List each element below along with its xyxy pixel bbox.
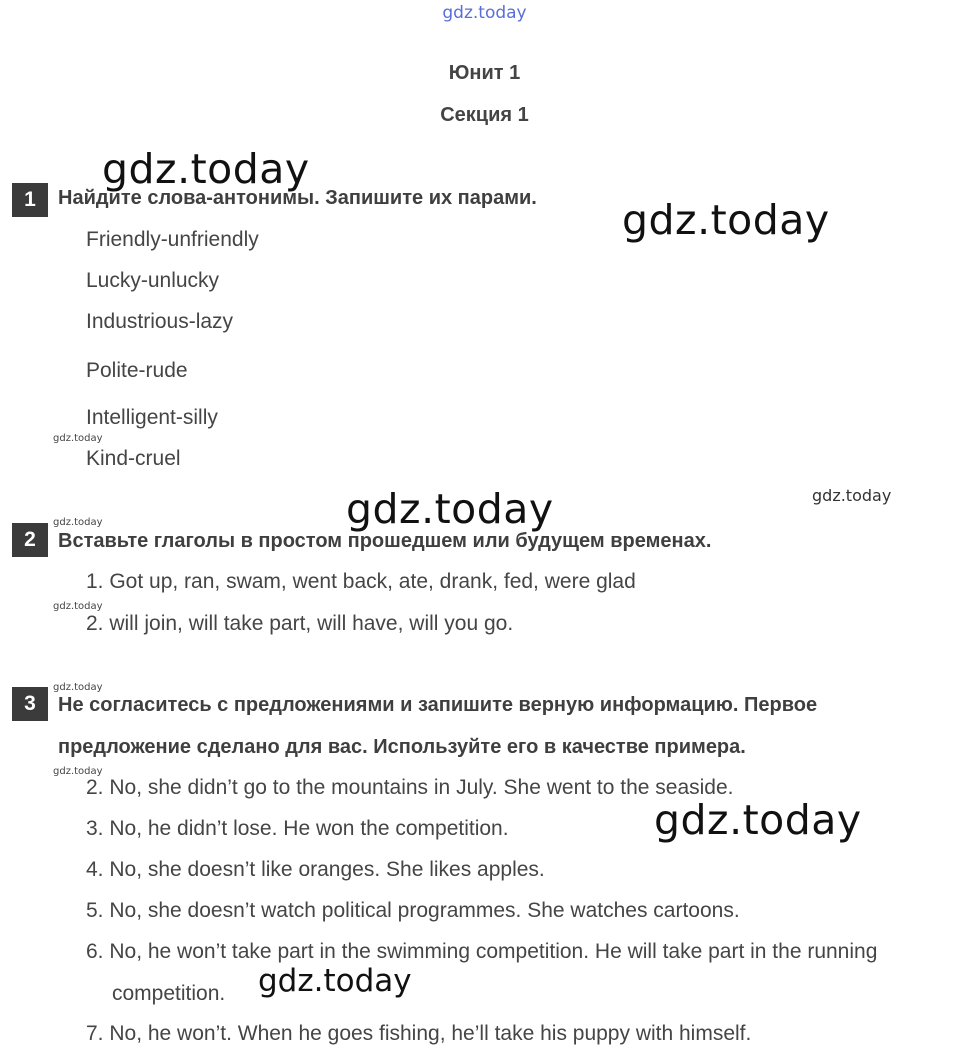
watermark: gdz.today — [53, 601, 103, 612]
exercise-2-answer: 2. will join, will take part, will have, will you go. — [86, 612, 514, 635]
section-title: Секция 1 — [440, 104, 529, 126]
watermark: gdz.today — [812, 486, 892, 505]
exercise-3-answer: 6. No, he won’t take part in the swimming competition. He will take part in the running — [86, 940, 878, 963]
exercise-3-answer: 5. No, she doesn’t watch political programmes. She watches cartoons. — [86, 899, 740, 922]
exercise-1-answer: Polite-rude — [86, 359, 188, 382]
exercise-1-number-badge: 1 — [12, 183, 48, 217]
exercise-2-number-badge: 2 — [12, 523, 48, 557]
top-watermark: gdz.today — [442, 3, 527, 23]
exercise-3-answer: 3. No, he didn’t lose. He won the competition. — [86, 817, 509, 840]
exercise-3-heading-continued: предложение сделано для вас. Используйте его в качестве примера. — [58, 736, 746, 758]
exercise-1-heading: Найдите слова-антонимы. Запишите их парами. — [58, 187, 537, 209]
exercise-3-answer: 2. No, she didn’t go to the mountains in July. She went to the seaside. — [86, 776, 734, 799]
watermark: gdz.today — [654, 796, 862, 844]
exercise-3-heading: Не согласитесь с предложениями и запишите верную информацию. Первое — [58, 694, 818, 716]
watermark: gdz.today — [346, 485, 554, 533]
watermark: gdz.today — [53, 433, 103, 444]
watermark: gdz.today — [53, 517, 103, 528]
exercise-2-heading: Вставьте глаголы в простом прошедшем или будущем временах. — [58, 530, 712, 552]
watermark: gdz.today — [53, 766, 103, 777]
exercise-3-answer-continued: competition. — [112, 982, 226, 1005]
watermark: gdz.today — [622, 196, 830, 244]
exercise-2-answer: 1. Got up, ran, swam, went back, ate, drank, fed, were glad — [86, 570, 636, 593]
exercise-3-answer: 4. No, she doesn’t like oranges. She likes apples. — [86, 858, 545, 881]
watermark: gdz.today — [102, 145, 310, 193]
exercise-1-answer: Industrious-lazy — [86, 310, 234, 333]
exercise-1-answer: Lucky-unlucky — [86, 269, 220, 292]
exercise-3-answer: 7. No, he won’t. When he goes fishing, he’ll take his puppy with himself. — [86, 1022, 752, 1045]
exercise-1-answer: Kind-cruel — [86, 447, 181, 470]
unit-title: Юнит 1 — [448, 62, 521, 84]
exercise-1-answer: Friendly-unfriendly — [86, 228, 259, 251]
exercise-1-answer: Intelligent-silly — [86, 406, 218, 429]
exercise-3-number-badge: 3 — [12, 687, 48, 721]
watermark: gdz.today — [258, 963, 412, 999]
watermark: gdz.today — [53, 682, 103, 693]
